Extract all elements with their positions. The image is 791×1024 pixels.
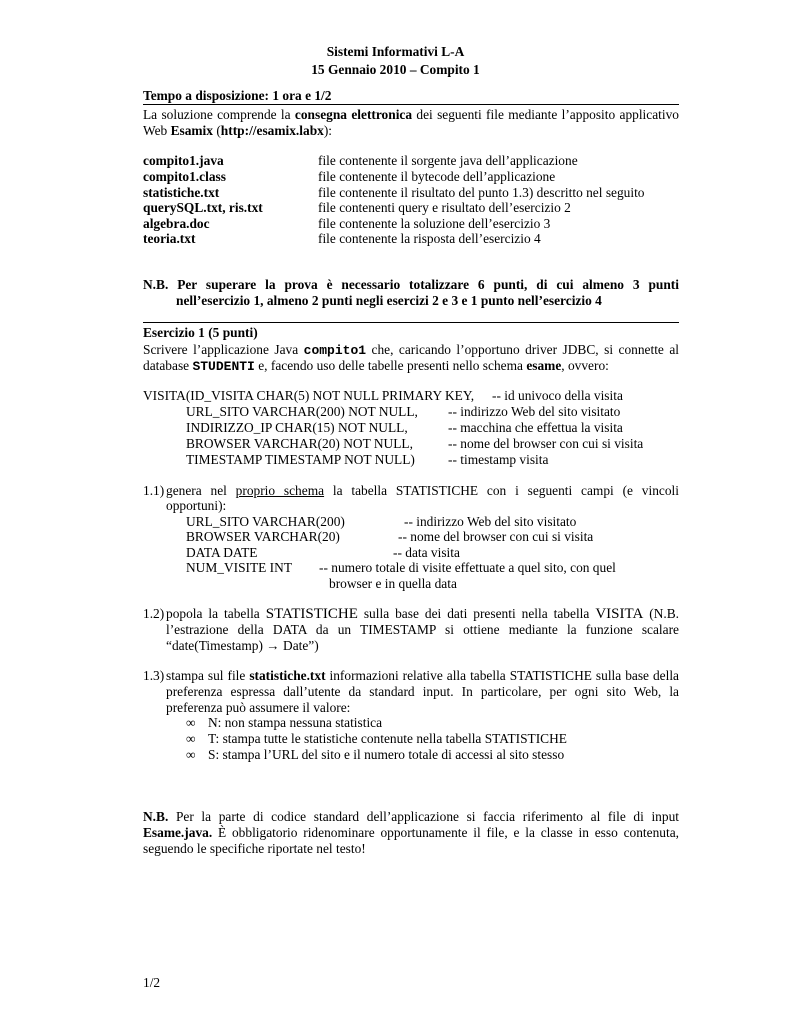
item-number: 1.2) [143,606,165,621]
intro-line-2: Web Esamix (http://esamix.labx): [143,123,333,138]
file-desc: file contenenti query e risultato dell’esercizio 2 [318,200,571,215]
list-item: ∞ T: stampa tutte le statistiche contenute nella tabella STATISTICHE [186,731,567,746]
file-name: querySQL.txt, ris.txt [143,200,263,215]
list-item: ∞ S: stampa l’URL del sito e il numero totale di accessi al sito stesso [186,747,565,762]
item-text-line-3: preferenza può assumere il valore: [166,700,351,715]
exercise-text-line-2: database STUDENTI e, facendo uso delle tabelle presenti nello schema esame, ovvero: [143,358,609,374]
item-text-line-1: stampa sul file statistiche.txt informazioni relative alla tabella STATISTICHE sulla base della [166,668,679,683]
schema-comment: -- macchina che effettua la visita [448,420,623,435]
divider [143,322,679,323]
page-number: 1/2 [143,975,161,990]
file-name: teoria.txt [143,231,196,246]
file-desc: file contenente il risultato del punto 1.3) descritto nel seguito [318,185,645,200]
schema-def: DATA DATE [186,545,258,560]
schema-def: VISITA(ID_VISITA CHAR(5) NOT NULL PRIMARY KEY, [143,388,475,403]
schema-def: URL_SITO VARCHAR(200) [186,514,345,529]
schema-def: URL_SITO VARCHAR(200) NOT NULL, [186,404,418,419]
item-text-line-2: preferenza espressa dall’utente da standard input. In particolare, per ogni sito Web, la [166,684,679,699]
file-name: statistiche.txt [143,185,220,200]
file-name: compito1.class [143,169,226,184]
schema-comment: -- id univoco della visita [492,388,623,403]
schema-def: NUM_VISITE INT [186,560,292,575]
time-limit: Tempo a disposizione: 1 ora e 1/2 [143,88,332,103]
schema-comment: -- numero totale di visite effettuate a quel sito, con quel [319,560,616,575]
schema-comment: -- data visita [393,545,460,560]
list-item: ∞ N: non stampa nessuna statistica [186,715,383,730]
item-text-line-1: genera nel proprio schema la tabella STATISTICHE con i seguenti campi (e vincoli [166,483,679,498]
schema-comment-cont: browser e in quella data [329,576,457,591]
schema-comment: -- indirizzo Web del sito visitato [448,404,621,419]
nb2-line-2: Esame.java. È obbligatorio ridenominare opportunamente il file, e la classe in esso contenuta, [143,825,679,840]
schema-comment: -- nome del browser con cui si visita [398,529,594,544]
item-number: 1.3) [143,668,165,683]
file-desc: file contenente il sorgente java dell’applicazione [318,153,578,168]
file-name: compito1.java [143,153,224,168]
exam-date: 15 Gennaio 2010 – Compito 1 [311,62,480,77]
exercise-text-line-1: Scrivere l’applicazione Java compito1 che, caricando l’opportuno driver JDBC, si connette al [143,342,679,358]
item-text-line-1: popola la tabella STATISTICHE sulla base dei dati presenti nella tabella VISITA (N.B. [166,606,680,622]
schema-def: TIMESTAMP TIMESTAMP NOT NULL) [186,452,415,467]
schema-def: BROWSER VARCHAR(20) NOT NULL, [186,436,413,451]
exercise-title: Esercizio 1 (5 punti) [143,325,258,340]
schema-comment: -- nome del browser con cui si visita [448,436,644,451]
nb-note-line-2: nell’esercizio 1, almeno 2 punti negli esercizi 2 e 3 e 1 punto nell’esercizio 4 [176,293,602,308]
schema-def: INDIRIZZO_IP CHAR(15) NOT NULL, [186,420,408,435]
file-name: algebra.doc [143,216,210,231]
file-desc: file contenente la risposta dell’esercizio 4 [318,231,541,246]
course-title: Sistemi Informativi L-A [326,44,465,59]
intro-line-1: La soluzione comprende la consegna elettronica dei seguenti file mediante l’apposito applicativo [143,107,679,122]
file-desc: file contenente il bytecode dell’applicazione [318,169,556,184]
infinity-bullet-icon: ∞ [186,731,196,746]
schema-comment: -- indirizzo Web del sito visitato [404,514,577,529]
infinity-bullet-icon: ∞ [186,715,196,730]
nb2-line-3: seguendo le specifiche riportate nel testo! [143,841,366,856]
schema-def: BROWSER VARCHAR(20) [186,529,340,544]
nb-note-line-1: N.B. Per superare la prova è necessario totalizzare 6 punti, di cui almeno 3 punti [143,277,679,292]
item-text-line-2: opportuni): [166,498,227,513]
item-text-line-2: l’estrazione della DATA da un TIMESTAMP si ottiene mediante la funzione scalare [166,622,679,637]
nb2-line-1: N.B. Per la parte di codice standard dell’applicazione si faccia riferimento al file di input [143,809,679,824]
item-number: 1.1) [143,483,165,498]
item-text-line-3: “date(Timestamp) → Date”) [166,638,319,653]
schema-comment: -- timestamp visita [448,452,549,467]
infinity-bullet-icon: ∞ [186,747,196,762]
divider [143,104,679,105]
file-desc: file contenente la soluzione dell’esercizio 3 [318,216,551,231]
